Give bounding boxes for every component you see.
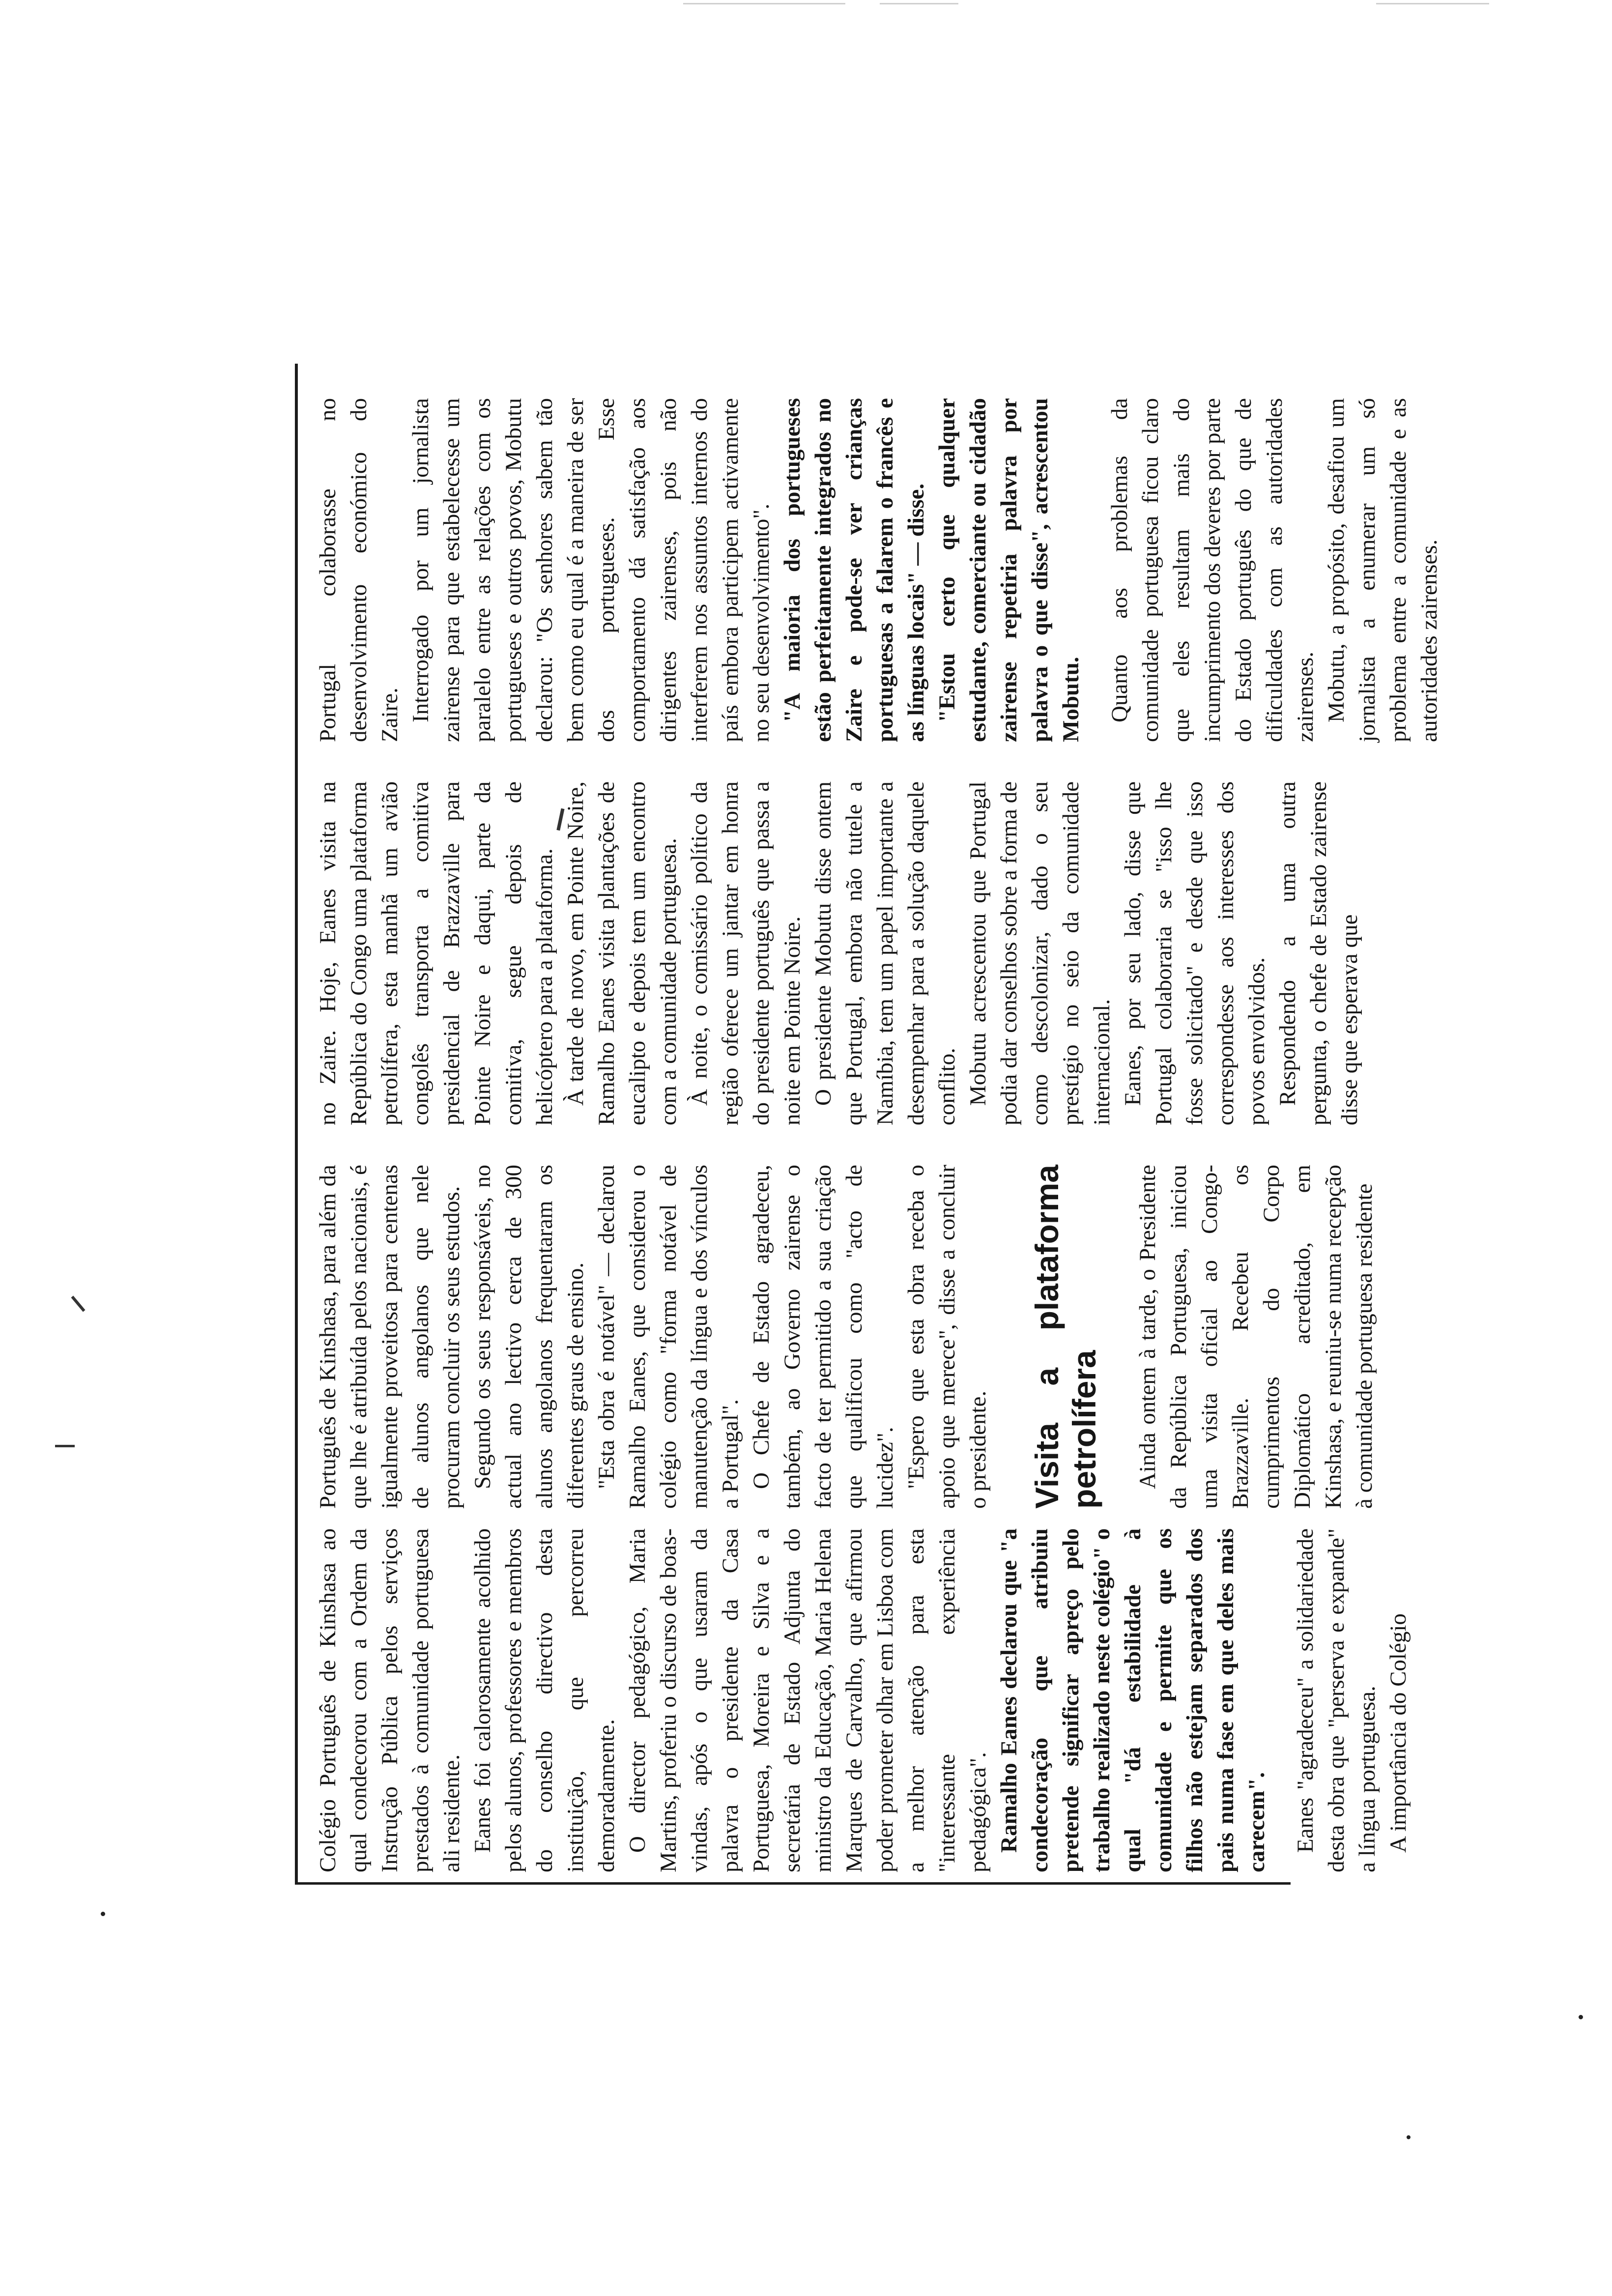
paragraph: Ramalho Eanes declarou que "a condecoração que atribuiu pretende significar apreço pelo trabalho realizado neste colégio" o qual "dá estabilidade à comunidade e permite que os filhos não estejam separados dos pais numa fase em que deles mais carecem". bbox=[996, 1528, 1269, 1872]
article-column-3 bbox=[313, 781, 1362, 1125]
scan-edge-line bbox=[683, 3, 845, 4]
paragraph: Respondendo a uma outra pergunta, o chefe de Estado zairense disse que esperava que bbox=[1275, 781, 1362, 1125]
article-column-2 bbox=[313, 1165, 1377, 1509]
paragraph: Português de Kinshasa, para além da que lhe é atribuída pelos nacionais, é igualmente proveitosa para centenas de alunos angolanos que nele procuram concluir os seus estudos. bbox=[315, 1165, 464, 1509]
paragraph: "Espero que esta obra receba o apoio que merece", disse a concluir o presidente. bbox=[903, 1165, 991, 1509]
newspaper-clipping bbox=[295, 364, 1442, 1885]
paragraph: Quanto aos problemas da comunidade portuguesa ficou claro que eles resultam mais do incumprimento dos deveres por parte do Estado português do que de dificuldades com as autoridades zairenses. bbox=[1107, 398, 1318, 742]
paragraph: Ainda ontem à tarde, o Presidente da República Portuguesa, iniciou uma visita oficial ao Congo-Brazzaville. Recebeu os cumprimentos do Corpo Diplomático acreditado, em Kinshasa, e reuniu-se numa recepção à comunidade portuguesa residente bbox=[1135, 1165, 1377, 1509]
paragraph: Segundo os seus responsáveis, no actual ano lectivo cerca de 300 alunos angolanos frequentaram os diferentes graus de ensino. bbox=[470, 1165, 588, 1509]
paragraph: Interrogado por um jornalista zairense para que estabelecesse um paralelo entre as relações com os portugueses e outros povos, Mobutu declarou: "Os senhores sabem tão bem como eu qual é a maneira de ser dos portugueses. Esse comportamento dá satisfação aos dirigentes zairenses, pois não interferem nos assuntos internos do país embora participem activamente no seu desenvolvimento". bbox=[408, 398, 774, 742]
paragraph: Eanes, por seu lado, disse que Portugal colaboraria se "isso lhe fosse solicitado" e desde que isso correspondesse aos interesses dos povos envolvidos. bbox=[1120, 781, 1269, 1125]
section-heading: Visita a plataforma petrolífera bbox=[1029, 1165, 1102, 1509]
scan-mark bbox=[55, 1445, 75, 1447]
paragraph: Mobutu, a propósito, desafiou um jornalista a enumerar um só problema entre a comunidade e as autoridades zairenses. bbox=[1324, 398, 1442, 742]
paragraph: Eanes foi calorosamente acolhido pelos alunos, professores e membros do conselho directivo desta instituição, que percorreu demoradamente. bbox=[470, 1528, 619, 1872]
paragraph: À noite, o comissário político da região oferece um jantar em honra do presidente português que passa a noite em Pointe Noire. bbox=[687, 781, 805, 1125]
paragraph: "A maioria dos portugueses estão perfeitamente integrados no Zaire e pode-se ver crianças portuguesas a falarem o francês e as línguas locais" — disse. bbox=[779, 398, 929, 742]
paragraph: no Zaire. Hoje, Eanes visita na República do Congo uma plataforma petrolífera, esta manhã um avião congolês transporta a comitiva presidencial de Brazzaville para Pointe Noire e daqui, parte da comitiva, segue depois de helicóptero para a plataforma. bbox=[315, 781, 557, 1125]
paragraph: Mobutu acrescentou que Portugal podia dar conselhos sobre a forma de como descolonizar, dado o seu prestígio no seio da comunidade internacional. bbox=[965, 781, 1115, 1125]
scan-edge-line bbox=[1376, 3, 1489, 4]
paragraph: O presidente Mobutu disse ontem que Portugal, embora não tutele a Namíbia, tem um papel importante a desempenhar para a solução daquele conflito. bbox=[810, 781, 960, 1125]
paragraph: O Chefe de Estado agradeceu, também, ao Governo zairense o facto de ter permitido a sua criação que qualificou como "acto de lucidez". bbox=[748, 1165, 898, 1509]
scan-edge-line bbox=[880, 3, 958, 4]
paragraph: Portugal colaborasse no desenvolvimento económico do Zaire. bbox=[315, 398, 403, 742]
paragraph: Eanes "agradeceu" a solidariedade desta obra que "perserva e expande" a língua portuguesa. bbox=[1293, 1528, 1380, 1872]
article-column-4 bbox=[313, 398, 1442, 742]
scan-speck bbox=[1579, 2015, 1583, 2019]
paragraph: Colégio Português de Kinshasa ao qual condecorou com a Ordem da Instrução Pública pelos serviços prestados à comunidade portuguesa ali residente. bbox=[315, 1528, 464, 1872]
paragraph: À tarde de novo, em Pointe Noire, Ramalho Eanes visita plantações de eucalipto e depois tem um encontro com a comunidade portuguesa. bbox=[563, 781, 681, 1125]
scan-speck bbox=[101, 1912, 105, 1916]
article-body bbox=[298, 364, 1442, 1882]
paragraph: "Estou certo que qualquer estudante, comerciante ou cidadão zairense repetiria palavra por palavra o que disse", acrescentou Mobutu. bbox=[934, 398, 1084, 742]
paragraph: O director pedagógico, Maria Martins, proferiu o discurso de boas-vindas, após o que usaram da palavra o presidente da Casa Portuguesa, Moreira e Silva e a secretária de Estado Adjunta do ministro da Educação, Maria Helena Marques de Carvalho, que afirmou poder prometer olhar em Lisboa com a melhor atenção para esta "interessante experiência pedagógica". bbox=[625, 1528, 991, 1872]
article-column-1 bbox=[313, 1528, 1411, 1872]
paragraph: A importância do Colégio bbox=[1385, 1613, 1411, 1853]
scan-mark bbox=[71, 1296, 85, 1312]
scan-speck bbox=[1407, 2135, 1410, 2139]
paragraph: "Esta obra é notável" — declarou Ramalho Eanes, que considerou o colégio como "forma notável de manutenção da língua e dos vínculos a Portugal". bbox=[594, 1165, 743, 1509]
